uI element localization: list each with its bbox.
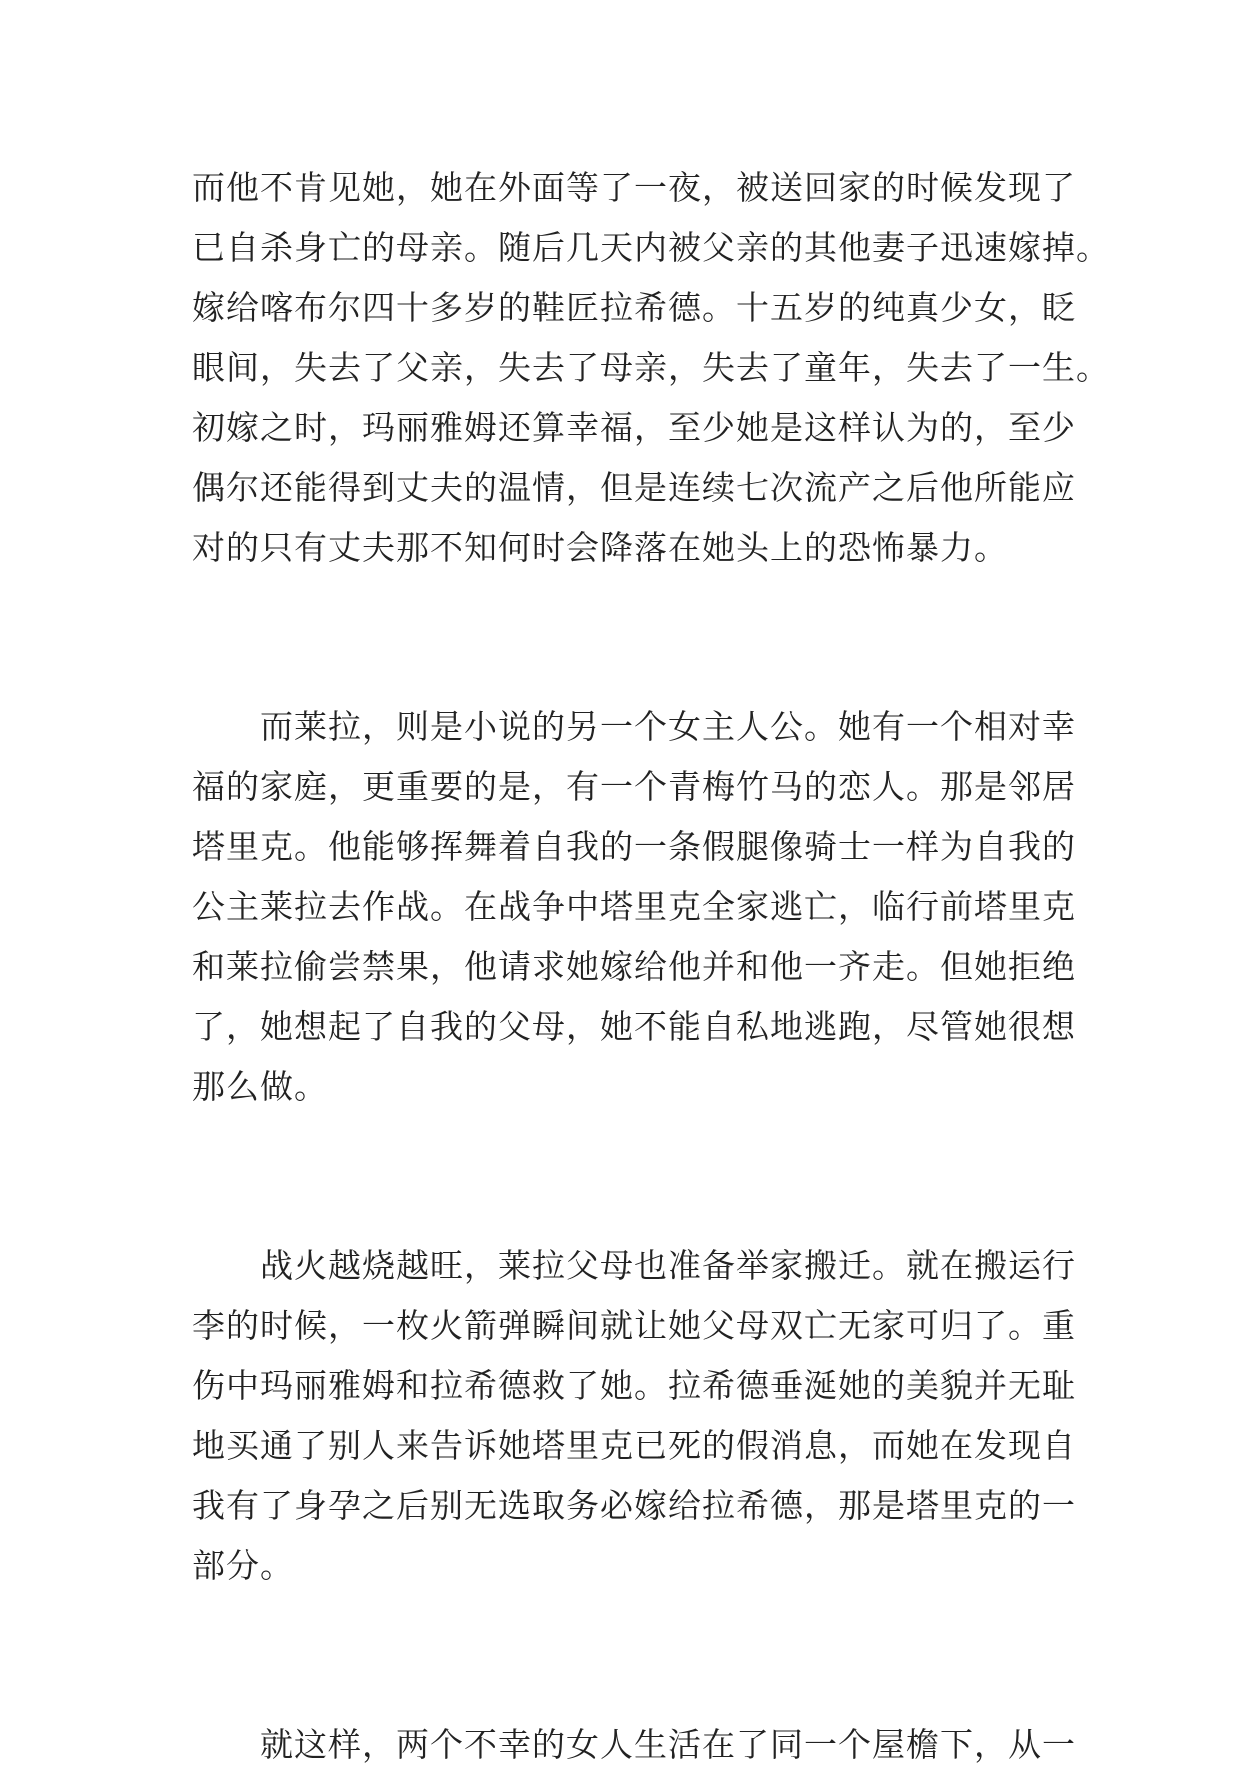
paragraph-spacer bbox=[192, 578, 1092, 697]
text-line: 地买通了别人来告诉她塔里克已死的假消息，而她在发现自 bbox=[192, 1426, 1076, 1465]
text-line: 部分。 bbox=[192, 1546, 294, 1585]
text-line: 嫁给喀布尔四十多岁的鞋匠拉希德。十五岁的纯真少女，眨 bbox=[192, 288, 1076, 327]
text-line: 和莱拉偷尝禁果，他请求她嫁给他并和他一齐走。但她拒绝 bbox=[192, 947, 1076, 986]
text-line: 公主莱拉去作战。在战争中塔里克全家逃亡，临行前塔里克 bbox=[192, 887, 1076, 926]
text-line: 那么做。 bbox=[192, 1067, 328, 1106]
text-line: 伤中玛丽雅姆和拉希德救了她。拉希德垂涎她的美貌并无耻 bbox=[192, 1366, 1076, 1405]
text-line: 而他不肯见她，她在外面等了一夜，被送回家的时候发现了 bbox=[192, 168, 1076, 207]
text-line: 已自杀身亡的母亲。随后几天内被父亲的其他妻子迅速嫁掉。 bbox=[192, 228, 1110, 267]
paragraph-spacer bbox=[192, 1596, 1092, 1715]
body-text bbox=[192, 158, 1110, 1775]
text-line: 初嫁之时，玛丽雅姆还算幸福，至少她是这样认为的，至少 bbox=[192, 408, 1076, 447]
text-line: 战火越烧越旺，莱拉父母也准备举家搬迁。就在搬运行 bbox=[192, 1246, 1076, 1285]
text-line: 我有了身孕之后别无选取务必嫁给拉希德，那是塔里克的一 bbox=[192, 1486, 1076, 1525]
text-line: 偶尔还能得到丈夫的温情，但是连续七次流产之后他所能应 bbox=[192, 468, 1076, 507]
text-line: 而莱拉，则是小说的另一个女主人公。她有一个相对幸 bbox=[192, 707, 1076, 746]
text-line: 塔里克。他能够挥舞着自我的一条假腿像骑士一样为自我的 bbox=[192, 827, 1076, 866]
text-line: 李的时候，一枚火箭弹瞬间就让她父母双亡无家可归了。重 bbox=[192, 1306, 1076, 1345]
text-line: 眼间，失去了父亲，失去了母亲，失去了童年，失去了一生。 bbox=[192, 348, 1110, 387]
paragraph-3 bbox=[192, 1236, 1092, 1596]
text-line: 对的只有丈夫那不知何时会降落在她头上的恐怖暴力。 bbox=[192, 528, 1008, 567]
paragraph-2 bbox=[192, 697, 1092, 1117]
paragraph-1 bbox=[192, 158, 1110, 578]
text-line: 福的家庭，更重要的是，有一个青梅竹马的恋人。那是邻居 bbox=[192, 767, 1076, 806]
text-line: 就这样，两个不幸的女人生活在了同一个屋檐下，从一 bbox=[192, 1725, 1076, 1764]
paragraph-spacer bbox=[192, 1117, 1092, 1236]
text-line: 了，她想起了自我的父母，她不能自私地逃跑，尽管她很想 bbox=[192, 1007, 1076, 1046]
paragraph-4 bbox=[192, 1715, 1092, 1775]
